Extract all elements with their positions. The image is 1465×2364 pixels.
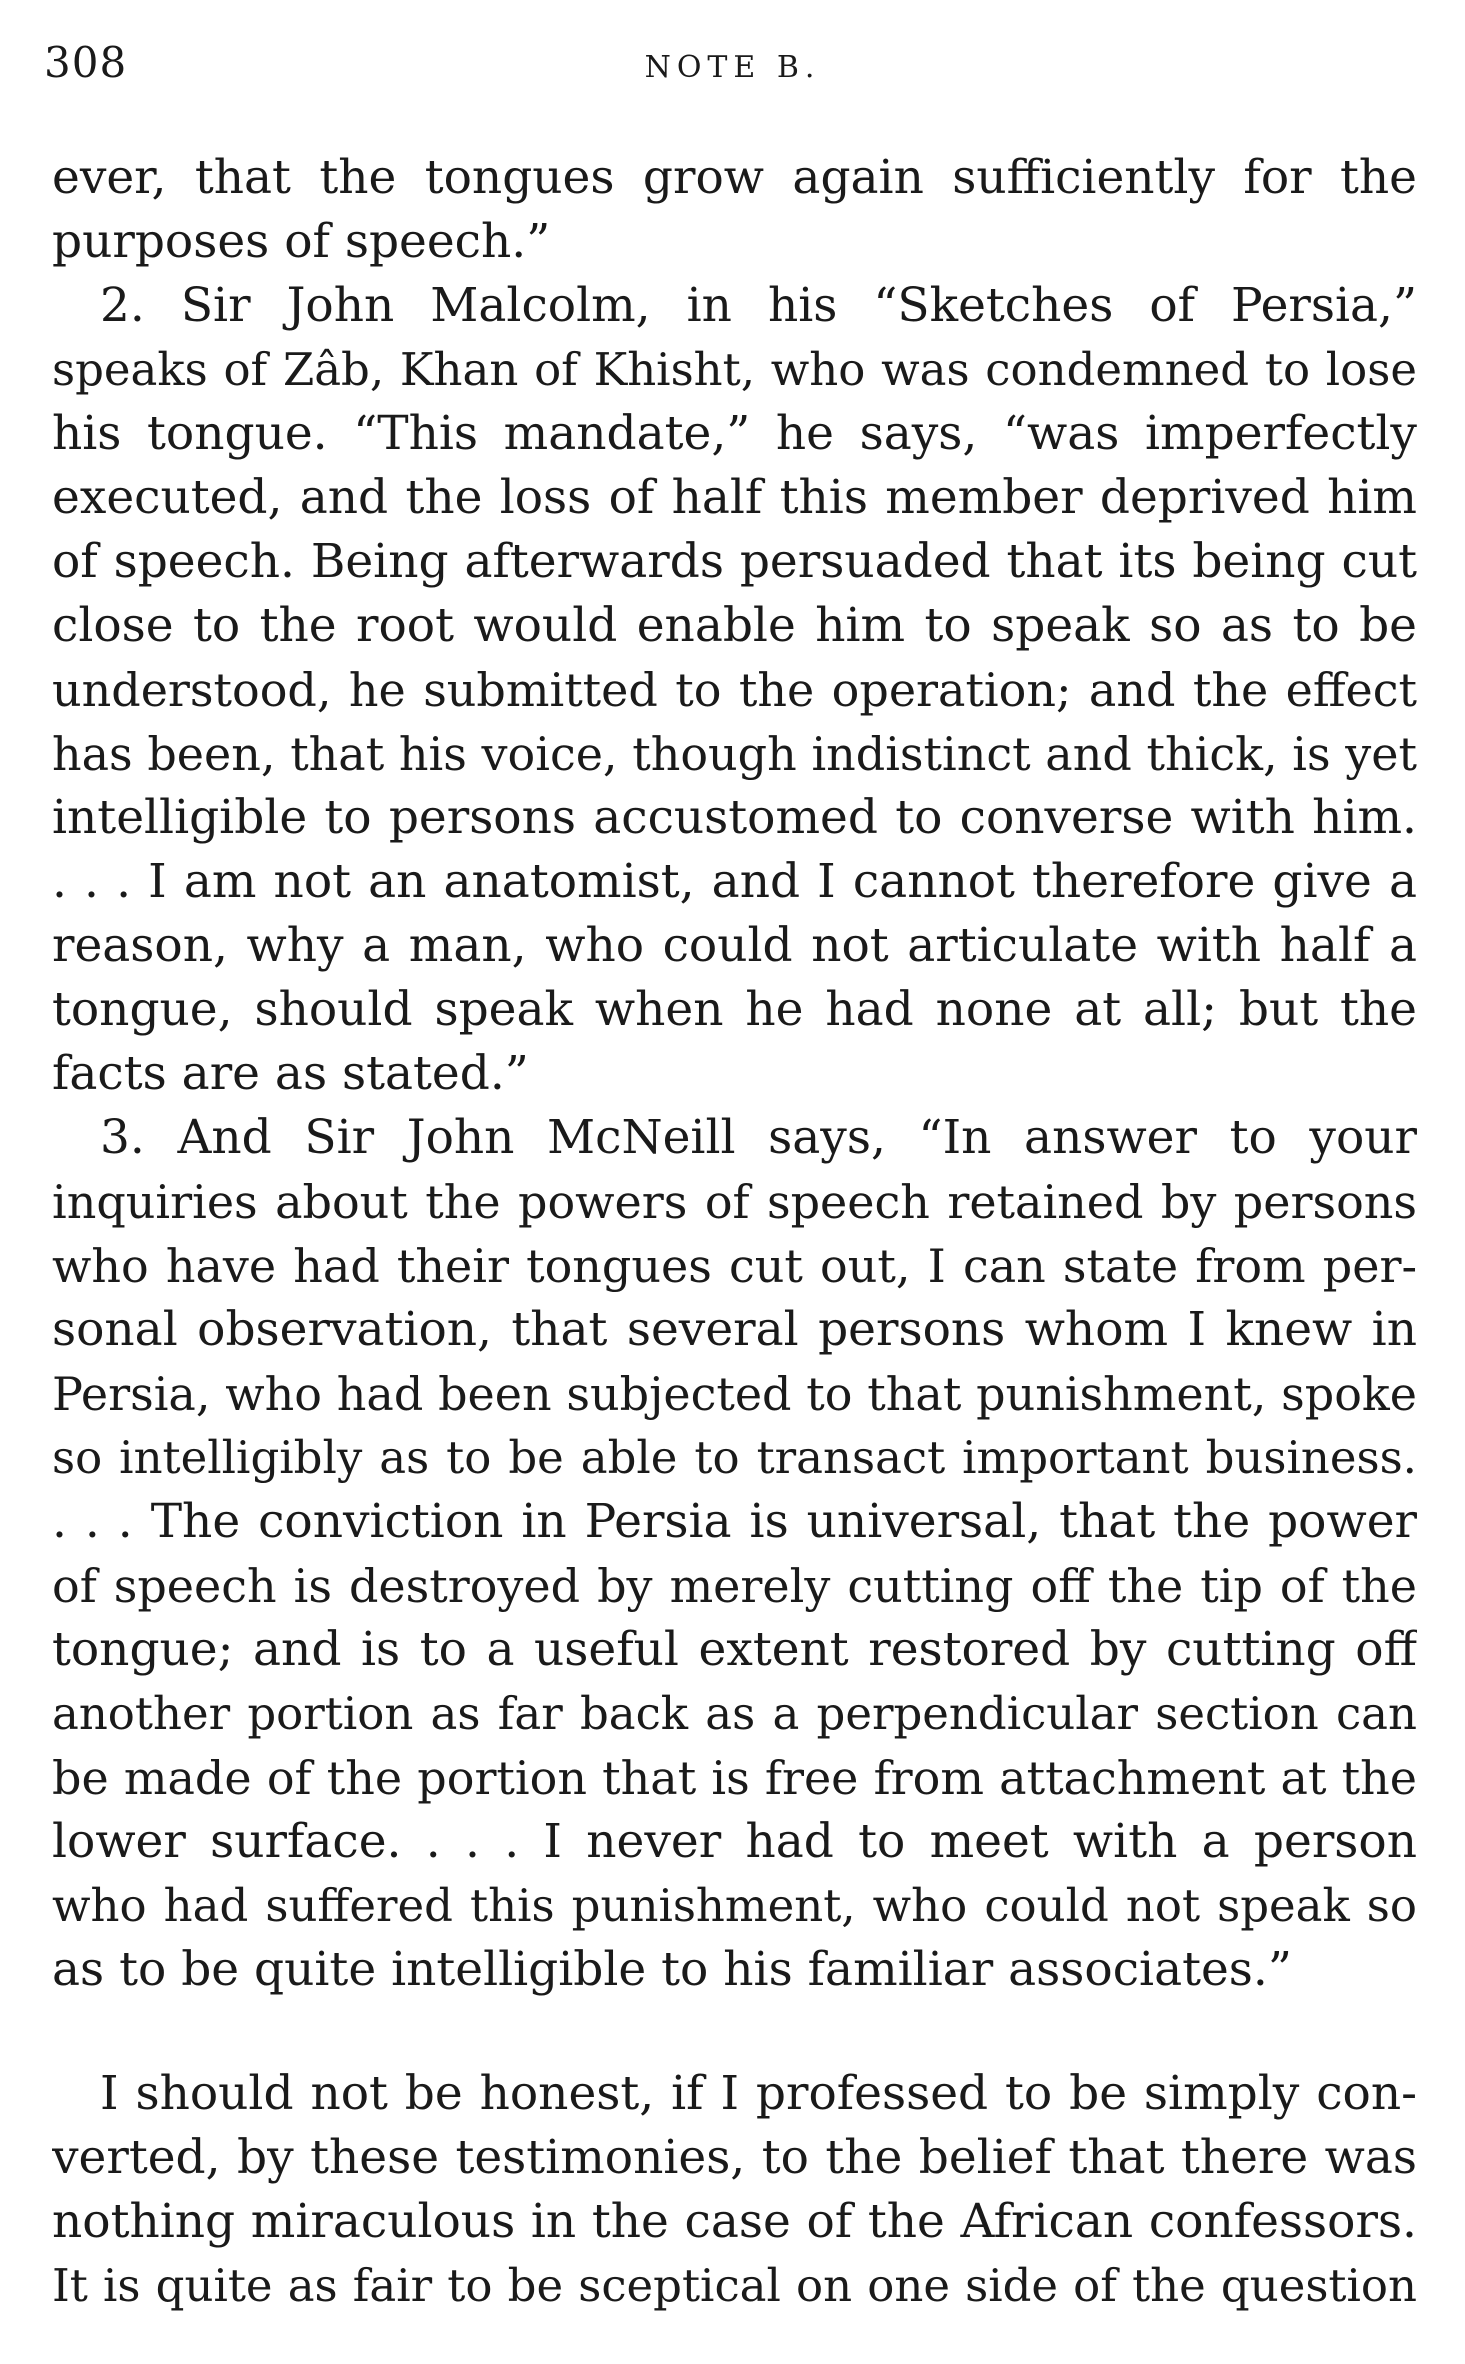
text-line: executed, and the loss of half this member deprived him — [52, 470, 1417, 525]
running-head: NOTE B. — [644, 50, 821, 85]
text-line: Persia, who had been subjected to that punishment, spoke — [52, 1367, 1417, 1421]
page-header — [44, 38, 1421, 98]
text-line: It is quite as fair to be sceptical on one side of the question — [52, 2259, 1417, 2312]
text-line: his tongue. “This mandate,” he says, “was imperfectly — [52, 406, 1417, 461]
text-line: 3. And Sir John McNeill says, “In answer to your — [100, 1110, 1417, 1165]
text-line: so intelligibly as to be able to transact important business. — [52, 1431, 1417, 1484]
text-line: ever, that the tongues grow again sufficiently for the — [52, 150, 1417, 205]
text-line: inquiries about the powers of speech retained by persons — [52, 1175, 1417, 1229]
text-line: tongue, should speak when he had none at all; but the — [52, 982, 1417, 1037]
text-line: has been, that his voice, though indistinct and thick, is yet — [52, 727, 1417, 781]
paragraph-gap — [52, 2002, 1417, 2062]
text-line: 2. Sir John Malcolm, in his “Sketches of Persia,” — [100, 278, 1417, 333]
text-line: who have had their tongues cut out, I can state from per- — [52, 1239, 1417, 1293]
body-text — [52, 146, 1417, 2318]
text-line: close to the root would enable him to speak so as to be — [52, 598, 1417, 653]
text-line: nothing miraculous in the case of the African confessors. — [52, 2194, 1417, 2249]
text-line: of speech. Being afterwards persuaded that its being cut — [52, 534, 1417, 589]
text-line: verted, by these testimonies, to the belief that there was — [52, 2130, 1417, 2185]
text-line: facts are as stated.” — [52, 1046, 529, 1101]
text-line: speaks of Zâb, Khan of Khisht, who was condemned to lose — [52, 343, 1417, 396]
text-line: lower surface. . . . I never had to meet with a person — [52, 1814, 1417, 1869]
text-line: be made of the portion that is free from attachment at the — [52, 1751, 1417, 1805]
text-line: who had suffered this punishment, who could not speak so — [52, 1879, 1417, 1932]
text-line: purposes of speech.” — [52, 214, 551, 269]
text-line: another portion as far back as a perpendicular section can — [52, 1687, 1417, 1740]
text-line: . . . The conviction in Persia is universal, that the power — [52, 1494, 1417, 1549]
text-line: I should not be honest, if I professed to be simply con- — [100, 2066, 1417, 2121]
page-number: 308 — [44, 38, 128, 87]
text-line: of speech is destroyed by merely cutting off the tip of the — [52, 1559, 1417, 1613]
text-line: reason, why a man, who could not articulate with half a — [52, 918, 1417, 973]
text-line: understood, he submitted to the operation; and the effect — [52, 663, 1417, 717]
text-line: intelligible to persons accustomed to converse with him. — [52, 790, 1417, 845]
text-line: sonal observation, that several persons whom I knew in — [52, 1302, 1417, 1357]
text-line: tongue; and is to a useful extent restored by cutting off — [52, 1622, 1417, 1677]
text-line: . . . I am not an anatomist, and I cannot therefore give a — [52, 854, 1417, 909]
text-line: as to be quite intelligible to his familiar associates.” — [52, 1942, 1292, 1997]
